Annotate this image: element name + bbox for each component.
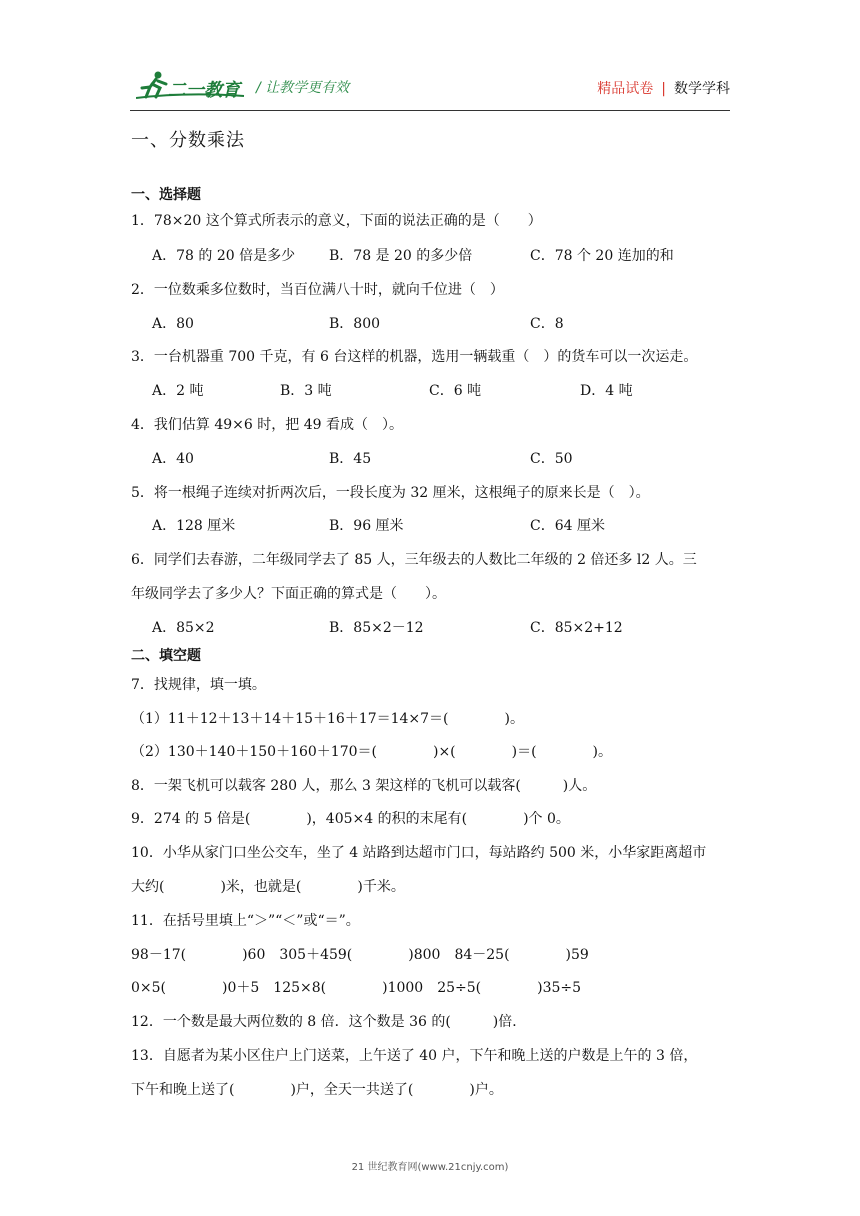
q3-stem: 3．一台机器重 700 千克，有 6 台这样的机器，选用一辆载重（ ）的货车可以一次运走。 [131, 349, 698, 365]
q6-stem-line1: 6．同学们去春游，二年级同学去了 85 人，三年级去的人数比二年级的 2 倍还多 l2 人。三 [131, 552, 697, 568]
q6-stem-line2: 年级同学去了多少人？下面正确的算式是（ ）。 [131, 586, 446, 602]
q3-option-d: D．4 吨 [580, 383, 633, 399]
tag-quality-paper: 精品试卷 [597, 81, 654, 97]
section-title: 一、分数乘法 [131, 130, 245, 151]
slogan: / 让教学更有效 [256, 80, 350, 96]
q1-option-c: C．78 个 20 连加的和 [530, 248, 674, 264]
part2-title: 二、填空题 [131, 648, 201, 664]
q6-option-b: B．85×2－12 [329, 620, 424, 636]
q8: 8．一架飞机可以载客 280 人，那么 3 架这样的飞机可以载客( )人。 [131, 778, 597, 794]
q10-line2: 大约( )米，也就是( )千米。 [131, 879, 405, 895]
q4-option-c: C．50 [530, 451, 573, 467]
footer: 21 世纪教育网(www.21cnjy.com) [351, 1162, 509, 1173]
q13-line2: 下午和晚上送了( )户，全天一共送了( )户。 [131, 1082, 503, 1098]
q11-stem: 11．在括号里填上“＞”“＜”或“＝”。 [131, 913, 360, 929]
q2-option-b: B．800 [329, 316, 381, 332]
q1-option-a: A．78 的 20 倍是多少 [152, 248, 296, 264]
q1-option-b: B．78 是 20 的多少倍 [329, 248, 473, 264]
q13-line1: 13．自愿者为某小区住户上门送菜，上午送了 40 户，下午和晚上送的户数是上午的 3 倍， [131, 1048, 698, 1064]
q2-stem: 2．一位数乘多位数时，当百位满八十时，就向千位进（ ） [131, 282, 504, 298]
q4-option-a: A．40 [152, 451, 194, 467]
q9: 9．274 的 5 倍是( )，405×4 的积的末尾有( )个 0。 [131, 811, 570, 827]
tag-subject: 数学学科 [674, 81, 730, 97]
tag-separator: | [661, 81, 666, 97]
logo-text: 二一教育 [168, 80, 240, 101]
q5-stem: 5．将一根绳子连续对折两次后，一段长度为 32 厘米，这根绳子的原来长是（ ）。 [131, 485, 650, 501]
q2-option-a: A．80 [152, 316, 194, 332]
q11-line2: 0×5( )0＋5 125×8( )1000 25÷5( )35÷5 [131, 980, 582, 996]
q5-option-b: B．96 厘米 [329, 518, 404, 534]
q5-option-a: A．128 厘米 [152, 518, 236, 534]
q1-stem: 1．78×20 这个算式所表示的意义，下面的说法正确的是（ ） [131, 213, 542, 229]
header-tags [597, 78, 730, 98]
q12: 12．一个数是最大两位数的 8 倍．这个数是 36 的( )倍． [131, 1014, 527, 1030]
q7-line1: （1）11＋12＋13＋14＋15＋16＋17＝14×7＝( )。 [131, 711, 524, 727]
q6-option-c: C．85×2+12 [530, 620, 623, 636]
header-divider [130, 110, 730, 111]
q3-option-c: C．6 吨 [429, 383, 482, 399]
q3-option-b: B．3 吨 [280, 383, 332, 399]
q3-option-a: A．2 吨 [152, 383, 204, 399]
q10-line1: 10．小华从家门口坐公交车，坐了 4 站路到达超市门口，每站路约 500 米，小华家距离超市 [131, 845, 707, 861]
q7-stem: 7．找规律，填一填。 [131, 677, 266, 693]
q4-stem: 4．我们估算 49×6 时，把 49 看成（ ）。 [131, 417, 403, 433]
q5-option-c: C．64 厘米 [530, 518, 605, 534]
q7-line2: （2）130＋140＋150＋160＋170＝( )×( )＝( )。 [131, 744, 613, 760]
q4-option-b: B．45 [329, 451, 372, 467]
part1-title: 一、选择题 [131, 187, 201, 203]
q11-line1: 98－17( )60 305＋459( )800 84－25( )59 [131, 947, 589, 963]
q6-option-a: A．85×2 [152, 620, 215, 636]
q2-option-c: C．8 [530, 316, 564, 332]
